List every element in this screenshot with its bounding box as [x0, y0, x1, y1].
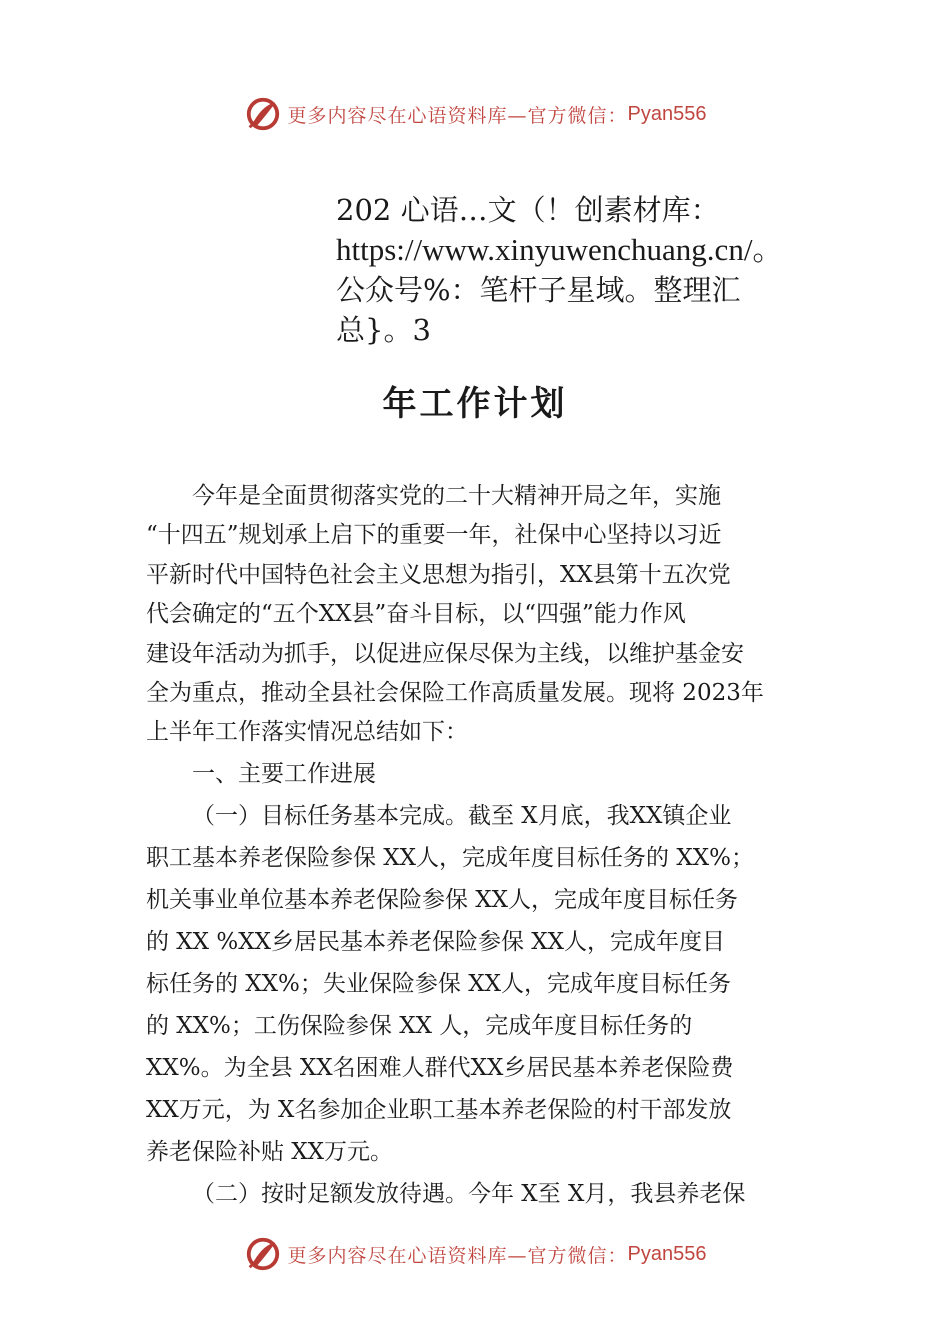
- text-line: 机关事业单位基本养老保险参保 XX人，完成年度目标任务: [146, 886, 739, 913]
- text-line: 上半年工作落实情况总结如下：: [146, 719, 468, 746]
- paragraph-intro: [146, 477, 816, 753]
- text-line: 平新时代中国特色社会主义思想为指引，XX县第十五次党: [146, 561, 731, 588]
- paragraph-targets: [146, 795, 816, 1173]
- banner-wechat-id: Pyan556: [627, 1242, 707, 1265]
- text-line: 代会确定的“五个XX县”奋斗目标，以“四强”能力作风: [146, 601, 686, 628]
- document-title: 年工作计划: [382, 384, 568, 424]
- header-line: 202 心语…文（！创素材库：: [336, 193, 720, 227]
- text-line: 的 XX%；工伤保险参保 XX 人，完成年度目标任务的: [146, 1012, 693, 1039]
- text-line: 建设年活动为抓手，以促进应保尽保为主线，以维护基金安: [146, 640, 744, 667]
- text-line: “十四五”规划承上启下的重要一年，社保中心坚持以习近: [146, 522, 722, 549]
- scroll-quill-logo-icon: [244, 95, 282, 133]
- section-heading: 一、主要工作进展: [192, 760, 376, 787]
- paragraph-benefits: [146, 1173, 816, 1215]
- text-line: 标任务的 XX%；失业保险参保 XX人，完成年度目标任务: [146, 970, 731, 997]
- banner-text: 更多内容尽在心语资料库—官方微信：: [287, 1244, 628, 1267]
- banner-text: 更多内容尽在心语资料库—官方微信：: [287, 104, 628, 127]
- header-line: 总}。3: [336, 313, 431, 347]
- header-line: 公众号%：笔杆子星域。整理汇: [336, 273, 741, 307]
- text-line: XX%。为全县 XX名困难人群代XX乡居民基本养老保险费: [146, 1054, 734, 1081]
- header-watermark-banner: [0, 92, 950, 136]
- text-line: XX万元，为 X名参加企业职工基本养老保险的村干部发放: [146, 1096, 732, 1123]
- text-line: 养老保险补贴 XX万元。: [146, 1138, 394, 1165]
- text-line: （二）按时足额发放待遇。今年 X至 X月，我县养老保: [192, 1180, 746, 1207]
- text-line: 职工基本养老保险参保 XX人，完成年度目标任务的 XX%；: [146, 844, 754, 871]
- footer-watermark-banner: [0, 1232, 950, 1276]
- document-body: [146, 477, 816, 1215]
- text-line: 全为重点，推动全县社会保险工作高质量发展。现将 2023年: [146, 679, 764, 706]
- scroll-quill-logo-icon: [244, 1235, 282, 1273]
- text-line: （一）目标任务基本完成。截至 X月底，我XX镇企业: [192, 802, 732, 829]
- source-info-block: [336, 190, 836, 350]
- text-line: 今年是全面贯彻落实党的二十大精神开局之年，实施: [192, 483, 721, 509]
- banner-wechat-id: Pyan556: [627, 102, 707, 125]
- header-url-line: https://www.xinyuwenchuang.cn/。: [336, 232, 784, 267]
- text-line: 的 XX %XX乡居民基本养老保险参保 XX人，完成年度目: [146, 928, 726, 955]
